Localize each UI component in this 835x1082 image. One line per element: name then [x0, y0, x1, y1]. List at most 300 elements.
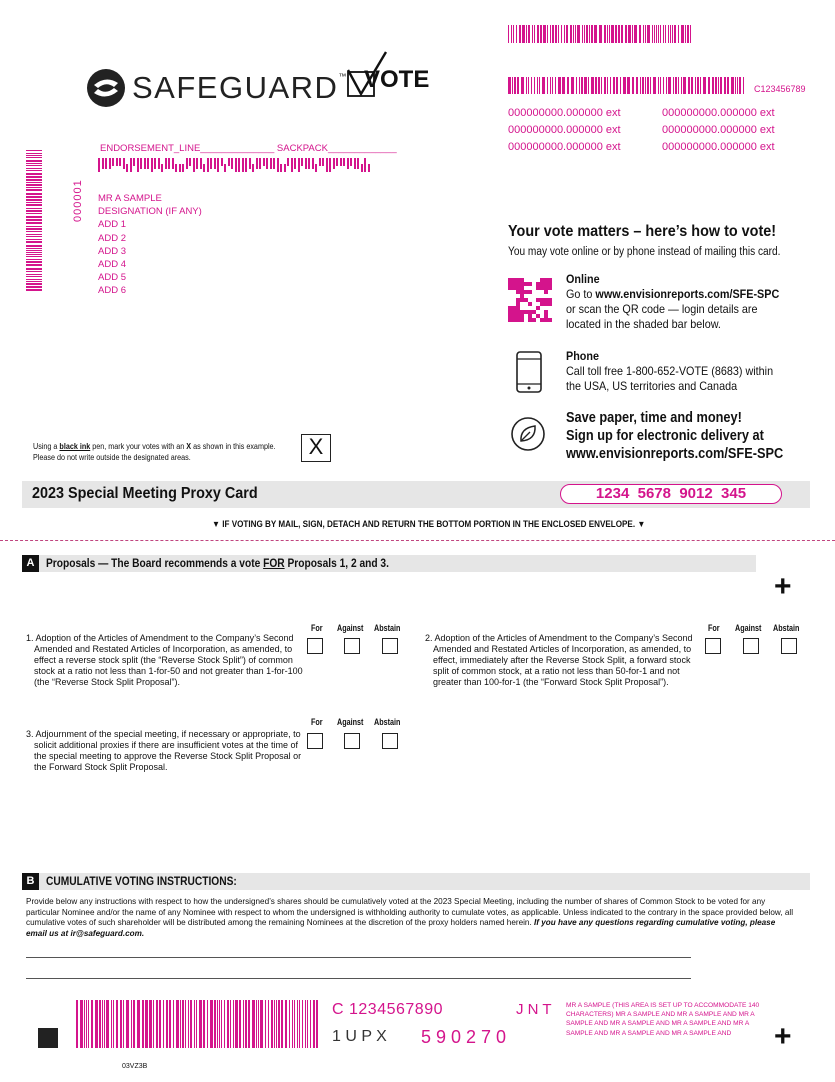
barcode-bar [26, 170, 42, 171]
address-line: ADD 2 [98, 232, 126, 244]
barcode-bar [147, 158, 149, 169]
barcode-bar [26, 157, 42, 159]
barcode-bar [562, 77, 565, 94]
barcode-bar [207, 1000, 208, 1048]
barcode-bar [26, 259, 42, 260]
vote-logo-text: VOTE [364, 66, 430, 93]
barcode-bar [144, 158, 146, 169]
footer-number: 5 9 0 2 7 0 [421, 1027, 507, 1047]
barcode-bar [508, 77, 511, 94]
barcode-bar [231, 158, 233, 169]
barcode-bar [542, 77, 545, 94]
barcode-bar [508, 25, 509, 43]
barcode-bar [511, 25, 512, 43]
proposal-2-for-checkbox[interactable] [705, 638, 721, 654]
online-line-2: or scan the QR code — login details are [566, 302, 758, 316]
instruction-line-2[interactable] [26, 978, 691, 979]
barcode-bar [727, 77, 729, 94]
barcode-bar [26, 226, 42, 227]
barcode-bar [625, 25, 627, 43]
barcode-bar [140, 158, 142, 169]
barcode-bar [26, 254, 42, 255]
barcode-bar [26, 153, 42, 154]
paper-block [566, 409, 783, 463]
proposal-3-against-checkbox[interactable] [344, 733, 360, 749]
barcode-bar [26, 173, 42, 175]
barcode-bar [652, 25, 653, 43]
section-a-title-for: FOR [263, 556, 285, 570]
barcode-bar [84, 1000, 85, 1048]
barcode-bar [214, 158, 216, 169]
barcode-bar [688, 77, 690, 94]
proposal-2-text: 2. Adoption of the Articles of Amendment to the Company’s Second Amended and Restated Articles of Incorporation, as amended, to effect, immediately after the Reverse Stock Split, a forward stock split of common stock, at a ratio not less than 50-for-1 and not greater than 100-for-1 (the “Forward Stock Split Proposal”). [425, 633, 693, 687]
barcode-bar [737, 77, 738, 94]
safeguard-mark-icon [86, 68, 126, 108]
proposal-1-against-checkbox[interactable] [344, 638, 360, 654]
barcode-bar [228, 158, 230, 166]
online-line-3: located in the shaded bar below. [566, 317, 721, 331]
barcode-bar [142, 1000, 144, 1048]
barcode-bar [647, 25, 650, 43]
barcode-bar [610, 77, 611, 94]
barcode-bar [26, 281, 42, 282]
barcode-bar [217, 1000, 218, 1048]
barcode-bar [607, 77, 608, 94]
barcode-bar [601, 77, 602, 94]
barcode-bar [312, 158, 314, 169]
barcode-bar [517, 77, 519, 94]
barcode-bar [639, 25, 641, 43]
barcode-bar [26, 286, 42, 288]
barcode-bar [119, 158, 121, 166]
barcode-bar [558, 77, 561, 94]
proposal-1-abstain-checkbox[interactable] [382, 638, 398, 654]
barcode-bar [663, 77, 664, 94]
barcode-bar [567, 77, 569, 94]
phone-line-2: the USA, US territories and Canada [566, 379, 738, 393]
barcode-bar [668, 77, 671, 94]
section-b-body [26, 896, 794, 938]
barcode-bar [188, 1000, 189, 1048]
barcode-bar [537, 25, 539, 43]
barcode-bar [613, 77, 615, 94]
barcode-bar [256, 1000, 257, 1048]
barcode-bar [660, 25, 661, 43]
barcode-bar [650, 77, 651, 94]
instr-post: as shown in this example. [191, 442, 276, 451]
barcode-bar [316, 1000, 318, 1048]
barcode-bar [703, 77, 706, 94]
proposal-2-abstain-checkbox[interactable] [781, 638, 797, 654]
barcode-bar [242, 158, 244, 172]
barcode-bar [287, 158, 289, 166]
barcode-bar [550, 77, 551, 94]
barcode-bar [575, 25, 576, 43]
barcode-bar [235, 1000, 238, 1048]
barcode-bar [161, 164, 163, 172]
barcode-bar [196, 1000, 197, 1048]
barcode-bar [516, 25, 517, 43]
barcode-bar [642, 77, 644, 94]
barcode-bar [182, 1000, 184, 1048]
barcode-bar [86, 1000, 87, 1048]
barcode-bar [708, 77, 710, 94]
barcode-bar [26, 179, 42, 181]
barcode-bar [102, 1000, 103, 1048]
proposal-1-text: 1. Adoption of the Articles of Amendment to the Company’s Second Amended and Restated Articles of Incorporation, as amended, to effect a reverse stock split (the “Reverse Stock Split”) of common stock at a ratio not less than 1-for-50 and not greater than 1-for-100 (the “Reverse Stock Split Proposal”). [26, 633, 303, 687]
barcode-bar [672, 25, 673, 43]
barcode-bar [149, 1000, 152, 1048]
barcode-bar [263, 158, 265, 166]
example-mark-box [301, 434, 331, 462]
barcode-bar [76, 1000, 78, 1048]
ext-right-3: 000000000.000000 ext [662, 141, 775, 153]
barcode-bar [104, 1000, 105, 1048]
barcode-bar [302, 1000, 303, 1048]
barcode-bar [570, 25, 572, 43]
left-vertical-barcode [26, 150, 42, 292]
barcode-bar [214, 1000, 216, 1048]
barcode-bar [260, 1000, 263, 1048]
barcode-bar [571, 77, 574, 94]
barcode-bar [271, 1000, 273, 1048]
barcode-bar [307, 1000, 308, 1048]
barcode-bar [666, 77, 667, 94]
barcode-bar [284, 164, 286, 172]
barcode-bar [522, 25, 525, 43]
barcode-bar [292, 1000, 293, 1048]
footer-jnt: J N T [516, 1001, 552, 1018]
barcode-bar [598, 77, 600, 94]
barcode-bar [258, 1000, 259, 1048]
section-a-title-pre: Proposals — The Board recommends a vote [46, 556, 264, 570]
barcode-bar [219, 1000, 220, 1048]
barcode-bar [364, 158, 366, 172]
barcode-bar [627, 77, 630, 94]
footer-barcode [76, 1000, 320, 1048]
vote-logo [346, 50, 430, 100]
barcode-bar [95, 1000, 98, 1048]
proposal-2-abstain-header: Abstain [773, 623, 800, 633]
online-block [566, 272, 779, 332]
barcode-bar [611, 25, 614, 43]
barcode-bar [154, 158, 156, 169]
barcode-bar [739, 77, 741, 94]
ext-left-2: 000000000.000000 ext [508, 124, 621, 136]
barcode-bar [190, 1000, 192, 1048]
barcode-bar [248, 1000, 250, 1048]
barcode-bar [656, 25, 657, 43]
barcode-bar [26, 150, 42, 151]
barcode-bar [133, 158, 135, 166]
barcode-bar [623, 77, 626, 94]
section-a-header [22, 555, 756, 572]
barcode-bar [675, 77, 677, 94]
barcode-bar [354, 158, 356, 169]
barcode-bar [555, 77, 556, 94]
barcode-bar [537, 77, 538, 94]
barcode-bar [224, 1000, 225, 1048]
barcode-bar [182, 164, 184, 172]
barcode-bar [26, 231, 42, 232]
barcode-bar [130, 158, 132, 172]
barcode-bar [26, 219, 42, 221]
barcode-bar [291, 158, 293, 172]
barcode-bar [615, 25, 617, 43]
barcode-bar [294, 158, 296, 169]
barcode-bar [221, 1000, 222, 1048]
footer-sample-text: MR A SAMPLE (THIS AREA IS SET UP TO ACCOMMODATE 140 CHARACTERS) MR A SAMPLE AND MR A SAMPLE AND MR A SAMPLE AND MR A SAMPLE AND MR A SAMPLE AND MR A SAMPLE AND MR A SAMPLE AND MR A SAMPLE AND [566, 1002, 760, 1037]
barcode-bar [712, 77, 714, 94]
barcode-bar [645, 25, 646, 43]
barcode-bar [685, 25, 686, 43]
card-title: 2023 Special Meeting Proxy Card [32, 485, 258, 502]
barcode-bar [618, 25, 620, 43]
barcode-bar [683, 77, 686, 94]
barcode-bar [621, 25, 623, 43]
detach-dashed-line [0, 540, 835, 541]
instruction-line-1[interactable] [26, 957, 691, 958]
barcode-bar [528, 25, 530, 43]
barcode-bar [166, 1000, 168, 1048]
barcode-bar [193, 158, 195, 172]
address-line: ADD 4 [98, 259, 126, 271]
example-x-mark: X [308, 434, 324, 459]
barcode-bar [123, 1000, 124, 1048]
paper-line-1: Save paper, time and money! [566, 410, 742, 426]
barcode-bar [26, 234, 42, 235]
barcode-bar [681, 25, 684, 43]
proposal-3-abstain-checkbox[interactable] [382, 733, 398, 749]
barcode-bar [26, 182, 42, 183]
barcode-bar [532, 25, 533, 43]
barcode-bar [724, 77, 726, 94]
barcode-bar [88, 1000, 89, 1048]
address-line: ADD 5 [98, 272, 126, 284]
barcode-bar [80, 1000, 83, 1048]
barcode-bar [200, 158, 202, 169]
barcode-bar [519, 25, 521, 43]
barcode-bar [632, 25, 633, 43]
barcode-bar [137, 158, 139, 172]
barcode-bar [678, 25, 679, 43]
barcode-bar [158, 158, 160, 169]
card-title-bar [22, 481, 810, 508]
barcode-bar [564, 25, 565, 43]
ext-right-1: 000000000.000000 ext [662, 107, 775, 119]
barcode-bar [691, 77, 693, 94]
footer-plus: + [774, 1020, 792, 1053]
barcode-bar [26, 199, 42, 201]
barcode-bar [26, 264, 42, 266]
barcode-bar [315, 164, 317, 172]
barcode-bar [658, 77, 659, 94]
barcode-bar [98, 158, 100, 172]
barcode-bar [185, 1000, 186, 1048]
proposal-1-abstain-header: Abstain [374, 623, 401, 633]
barcode-bar [588, 77, 589, 94]
proposal-3-against-header: Against [337, 717, 364, 727]
barcode-bar [298, 158, 300, 172]
proposal-2-for-header: For [708, 623, 720, 633]
barcode-bar [26, 276, 42, 277]
barcode-bar [361, 164, 363, 172]
barcode-bar [126, 1000, 129, 1048]
barcode-bar [26, 204, 42, 206]
barcode-bar [26, 210, 42, 212]
form-code: 03VZ3B [122, 1063, 148, 1070]
logo-wordmark: SAFEGUARD [132, 70, 339, 105]
vote-subheading: You may vote online or by phone instead of mailing this card. [508, 246, 781, 258]
top-barcode-2 [508, 77, 748, 94]
barcode-bar [313, 1000, 315, 1048]
barcode-bar [203, 1000, 205, 1048]
top-code: C123456789 [754, 84, 806, 94]
barcode-bar [133, 1000, 135, 1048]
barcode-bar [252, 164, 254, 172]
barcode-bar [333, 158, 335, 169]
barcode-bar [576, 77, 577, 94]
mark-instructions [33, 441, 276, 463]
proposal-3-for-checkbox[interactable] [307, 733, 323, 749]
barcode-bar [368, 164, 370, 172]
barcode-bar [552, 25, 554, 43]
barcode-bar [543, 25, 546, 43]
barcode-bar [26, 216, 42, 218]
barcode-bar [91, 1000, 93, 1048]
barcode-bar [207, 158, 209, 172]
proposal-1-for-checkbox[interactable] [307, 638, 323, 654]
barcode-bar [512, 77, 513, 94]
barcode-bar [277, 158, 279, 172]
barcode-bar [239, 1000, 241, 1048]
proposal-3-for-header: For [311, 717, 323, 727]
barcode-bar [573, 25, 574, 43]
proposal-2-against-checkbox[interactable] [743, 638, 759, 654]
barcode-bar [674, 25, 676, 43]
section-a-title [46, 555, 389, 572]
barcode-bar [26, 256, 42, 257]
proposal-1-against-header: Against [337, 623, 364, 633]
barcode-bar [670, 25, 671, 43]
barcode-bar [106, 1000, 109, 1048]
logo-trademark: ™ [338, 72, 347, 81]
barcode-bar [715, 77, 717, 94]
ext-left-1: 000000000.000000 ext [508, 107, 621, 119]
barcode-bar [628, 25, 631, 43]
barcode-bar [297, 1000, 298, 1048]
barcode-bar [273, 158, 275, 169]
postal-barcode [98, 158, 374, 172]
ext-left-3: 000000000.000000 ext [508, 141, 621, 153]
barcode-bar [238, 158, 240, 172]
barcode-bar [329, 158, 331, 172]
online-title: Online [566, 272, 600, 286]
barcode-bar [26, 202, 42, 203]
barcode-bar [259, 158, 261, 169]
barcode-bar [169, 1000, 171, 1048]
instr-pre: Using a [33, 442, 60, 451]
barcode-bar [26, 213, 42, 214]
barcode-bar [531, 77, 532, 94]
barcode-bar [620, 77, 621, 94]
barcode-bar [526, 25, 527, 43]
barcode-bar [159, 1000, 161, 1048]
barcode-bar [660, 77, 661, 94]
barcode-bar [322, 158, 324, 166]
barcode-bar [604, 77, 606, 94]
barcode-bar [305, 1000, 306, 1048]
barcode-bar [227, 1000, 229, 1048]
barcode-bar [194, 1000, 195, 1048]
barcode-bar [179, 164, 181, 172]
barcode-bar [270, 158, 272, 169]
proposal-3-abstain-header: Abstain [374, 717, 401, 727]
barcode-bar [26, 187, 42, 188]
section-a-plus: + [774, 570, 792, 603]
barcode-bar [643, 25, 644, 43]
online-url-link[interactable]: www.envisionreports.com/SFE-SPC [595, 287, 780, 301]
barcode-bar [547, 77, 548, 94]
barcode-bar [26, 208, 42, 209]
barcode-bar [210, 1000, 213, 1048]
barcode-bar [285, 1000, 287, 1048]
barcode-bar [663, 25, 664, 43]
barcode-bar [102, 158, 104, 169]
barcode-bar [645, 77, 646, 94]
proposal-1-for-header: For [311, 623, 323, 633]
barcode-bar [116, 158, 118, 166]
vote-heading: Your vote matters – here’s how to vote! [508, 223, 777, 240]
barcode-bar [350, 158, 352, 166]
barcode-bar [172, 158, 174, 169]
barcode-bar [294, 1000, 295, 1048]
barcode-bar [308, 158, 310, 169]
barcode-bar [528, 77, 529, 94]
barcode-bar [26, 241, 42, 243]
barcode-bar [579, 77, 580, 94]
barcode-bar [697, 77, 699, 94]
control-number: 1234 5678 9012 345 [595, 485, 747, 502]
barcode-bar [534, 77, 535, 94]
barcode-bar [678, 77, 679, 94]
barcode-bar [109, 158, 111, 169]
barcode-bar [731, 77, 734, 94]
barcode-bar [26, 283, 42, 285]
barcode-bar [665, 25, 666, 43]
barcode-bar [632, 77, 634, 94]
barcode-bar [196, 158, 198, 169]
barcode-bar [120, 1000, 122, 1048]
barcode-bar [245, 1000, 247, 1048]
barcode-bar [634, 25, 637, 43]
barcode-bar [249, 158, 251, 169]
barcode-bar [145, 1000, 148, 1048]
barcode-bar [26, 222, 42, 224]
barcode-bar [513, 25, 514, 43]
leaf-icon [510, 416, 546, 457]
barcode-bar [26, 274, 42, 275]
barcode-bar [589, 25, 590, 43]
barcode-bar [111, 1000, 112, 1048]
paper-url-link[interactable]: www.envisionreports.com/SFE-SPC [566, 446, 784, 462]
barcode-bar [26, 250, 42, 251]
barcode-bar [26, 228, 42, 230]
barcode-bar [595, 77, 597, 94]
address-lines [98, 192, 202, 298]
barcode-bar [175, 164, 177, 172]
address-line: ADD 3 [98, 245, 126, 257]
